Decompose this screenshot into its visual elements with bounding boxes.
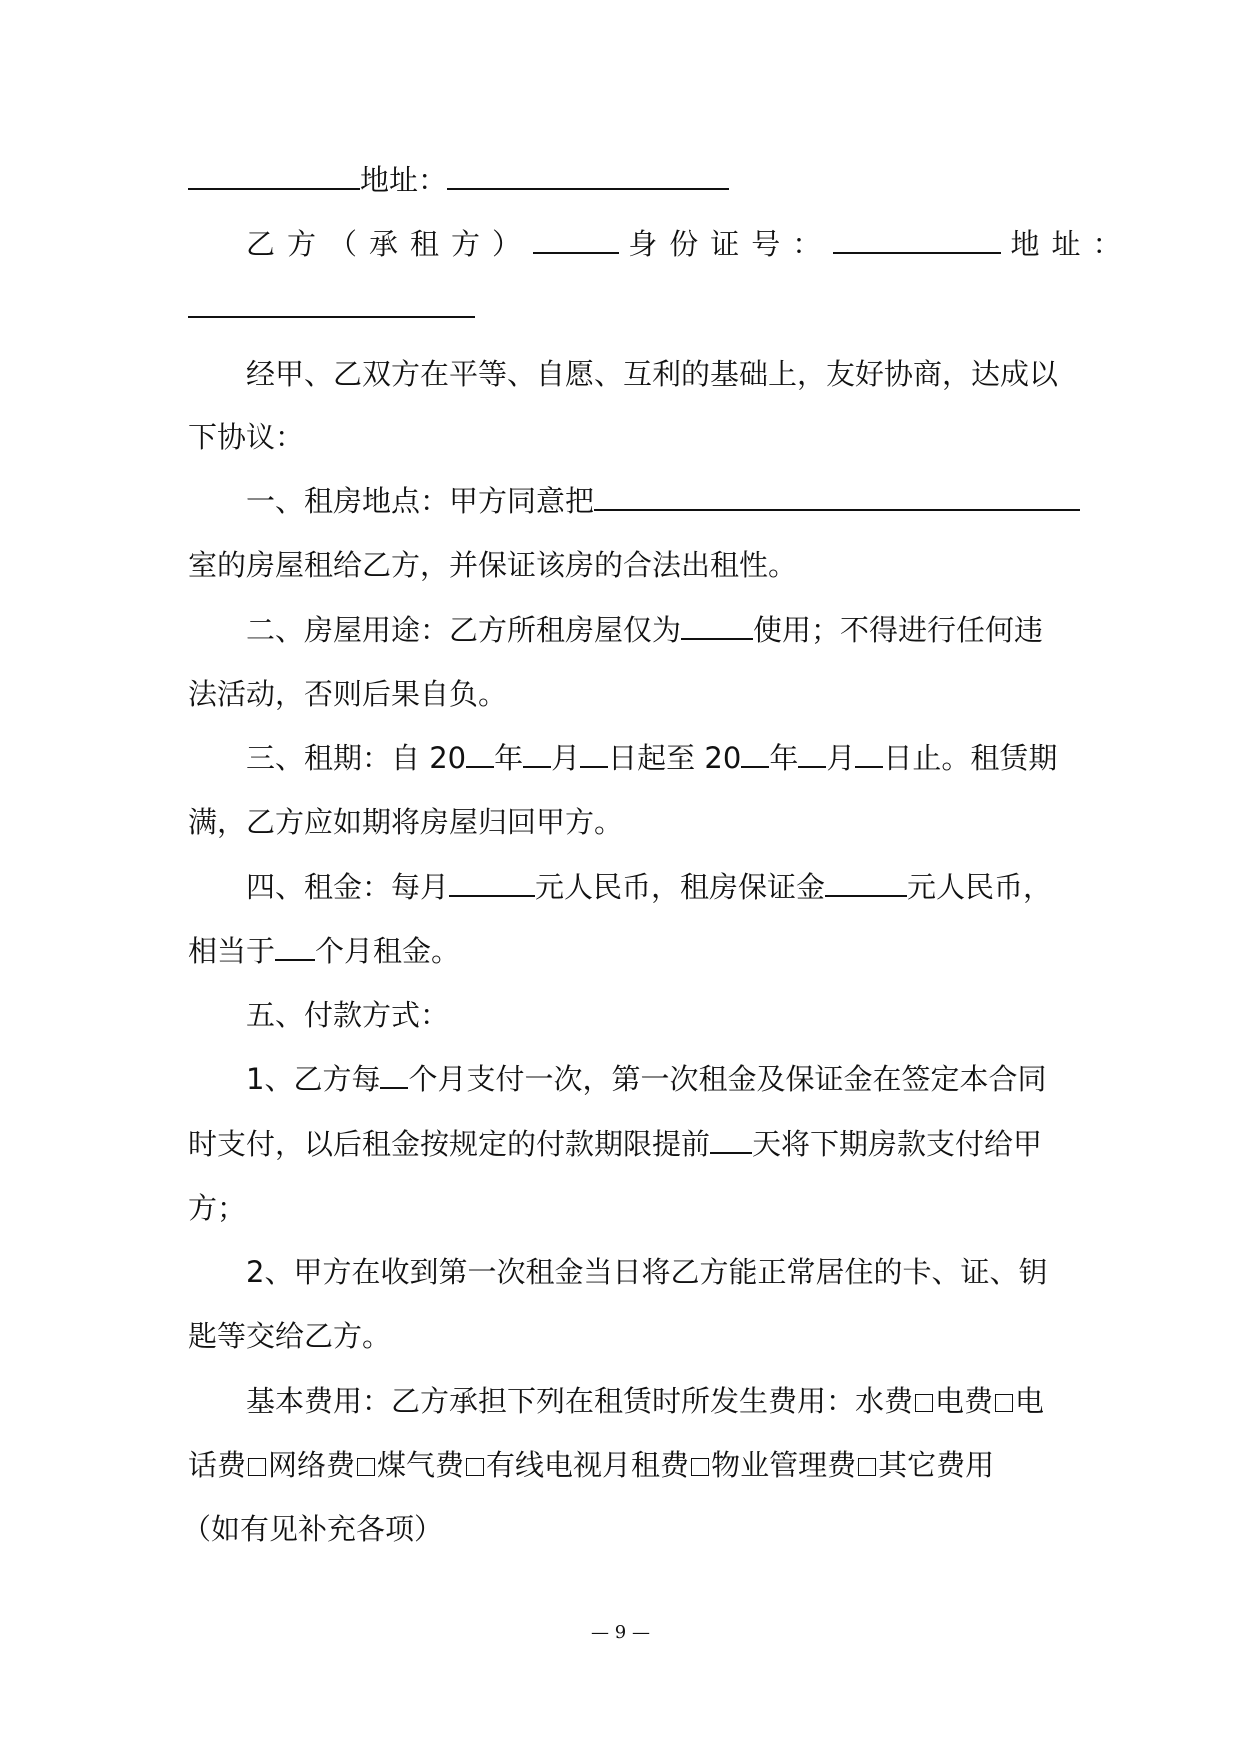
monthly-rent-blank <box>449 869 535 897</box>
electricity-fee-checkbox[interactable] <box>995 1394 1013 1412</box>
clause1-line-1 <box>188 483 1121 519</box>
clause4-rmb-2: 元人民币， <box>907 870 1053 904</box>
party-b-line <box>188 226 1134 262</box>
party-b-name-blank <box>533 226 619 254</box>
clause2-line-1 <box>188 612 1121 648</box>
payment-item-1-text-b: 个月支付一次，第一次租金及保证金在签定本合同 <box>408 1062 1047 1096</box>
payment-item-2-number: 2 <box>246 1255 265 1289</box>
address-blank <box>447 162 729 190</box>
payment-item-2-line-1 <box>188 1254 1121 1290</box>
cable-fee-checkbox[interactable] <box>691 1458 709 1476</box>
payment-item-2-line-2: 匙等交给乙方。 <box>188 1319 392 1353</box>
payment-item-1-text-c: 时支付，以后租金按规定的付款期限提前 <box>188 1127 711 1161</box>
property-fee-checkbox[interactable] <box>858 1458 876 1476</box>
payment-item-1-line-1 <box>188 1061 1121 1097</box>
network-fee-checkbox[interactable] <box>357 1458 375 1476</box>
electricity-fee-label: 电费 <box>935 1384 994 1418</box>
clause4-text: 四、租金：每月 <box>246 870 450 904</box>
start-year-blank <box>466 740 494 768</box>
page-number: — 9 — <box>591 1622 650 1643</box>
end-year-label: 年 <box>769 741 799 775</box>
start-month-label: 月 <box>551 741 581 775</box>
clause4-rmb-1: 元人民币，租房保证金 <box>535 870 826 904</box>
network-fee-label: 网络费 <box>268 1448 356 1482</box>
clause3-text: 三、租期：自 <box>246 741 421 775</box>
end-month-blank <box>798 740 826 768</box>
start-year-prefix: 20 <box>429 741 467 775</box>
party-b-address-label: 地址： <box>1010 227 1134 261</box>
end-year-prefix: 20 <box>704 741 742 775</box>
payment-item-1-line-3: 方； <box>188 1191 247 1225</box>
usage-blank <box>681 612 753 640</box>
clause4-months-label: 个月租金。 <box>315 934 461 968</box>
end-day-label: 日止。租赁期 <box>883 741 1058 775</box>
payment-item-1-line-2 <box>188 1126 1063 1162</box>
end-day-blank <box>855 740 883 768</box>
intro-line-2: 下协议： <box>188 420 305 454</box>
clause1-line-2: 室的房屋租给乙方，并保证该房的合法出租性。 <box>188 548 798 582</box>
start-year-label: 年 <box>494 741 524 775</box>
fees-line-2 <box>188 1447 1063 1483</box>
phone-fee-label-part2: 话费 <box>188 1448 247 1482</box>
phone-fee-label-part1: 电 <box>1015 1384 1045 1418</box>
clause2-line-2: 法活动，否则后果自负。 <box>188 677 508 711</box>
end-year-blank <box>741 740 769 768</box>
start-day-blank <box>580 740 608 768</box>
deposit-months-blank <box>275 933 315 961</box>
fees-text: 基本费用：乙方承担下列在租赁时所发生费用：水费 <box>246 1384 914 1418</box>
party-b-id-blank <box>833 226 1001 254</box>
clause3-line-2: 满，乙方应如期将房屋归回甲方。 <box>188 805 624 839</box>
phone-fee-checkbox[interactable] <box>248 1458 266 1476</box>
intro-line-1: 经甲、乙双方在平等、自愿、互利的基础上，友好协商，达成以 <box>246 357 1059 391</box>
party-b-id-label: 身份证号： <box>628 227 834 261</box>
clause1-text: 一、租房地点：甲方同意把 <box>246 484 595 518</box>
party-b-address-blank <box>188 290 475 318</box>
clause2-text-b: 使用；不得进行任何违 <box>753 613 1044 647</box>
clause3-line-1 <box>188 740 1121 776</box>
clause4-line-2 <box>188 933 1063 969</box>
address-label: 地址： <box>360 163 448 197</box>
other-fee-label: 其它费用 <box>878 1448 995 1482</box>
gas-fee-label: 煤气费 <box>377 1448 465 1482</box>
clause2-text-a: 二、房屋用途：乙方所租房屋仅为 <box>246 613 682 647</box>
start-month-blank <box>523 740 551 768</box>
clause4-line-1 <box>188 869 1121 905</box>
payment-item-1-number: 1 <box>246 1062 265 1096</box>
landlord-address-line <box>188 162 1063 198</box>
party-b-address-line <box>188 290 1063 326</box>
party-b-label: 乙方（承租方） <box>246 227 534 261</box>
property-location-blank <box>594 483 1080 511</box>
payment-item-1-text-d: 天将下期房款支付给甲 <box>752 1127 1043 1161</box>
start-day-label: 日起至 <box>608 741 696 775</box>
clause4-equiv-label: 相当于 <box>188 934 276 968</box>
advance-days-blank <box>710 1126 752 1154</box>
payment-item-2-text-a: 、甲方在收到第一次租金当日将乙方能正常居住的卡、证、钥 <box>264 1255 1048 1289</box>
payment-interval-blank <box>380 1061 408 1089</box>
clause5-title: 五、付款方式： <box>246 998 450 1032</box>
water-fee-checkbox[interactable] <box>915 1394 933 1412</box>
landlord-blank <box>188 162 360 190</box>
cable-fee-label: 有线电视月租费 <box>486 1448 690 1482</box>
fees-line-1 <box>188 1383 1121 1419</box>
property-fee-label: 物业管理费 <box>711 1448 857 1482</box>
gas-fee-checkbox[interactable] <box>466 1458 484 1476</box>
payment-item-1-text-a: 、乙方每 <box>264 1062 381 1096</box>
end-month-label: 月 <box>826 741 856 775</box>
deposit-blank <box>825 869 907 897</box>
fees-note: （如有见补充各项） <box>182 1512 444 1546</box>
